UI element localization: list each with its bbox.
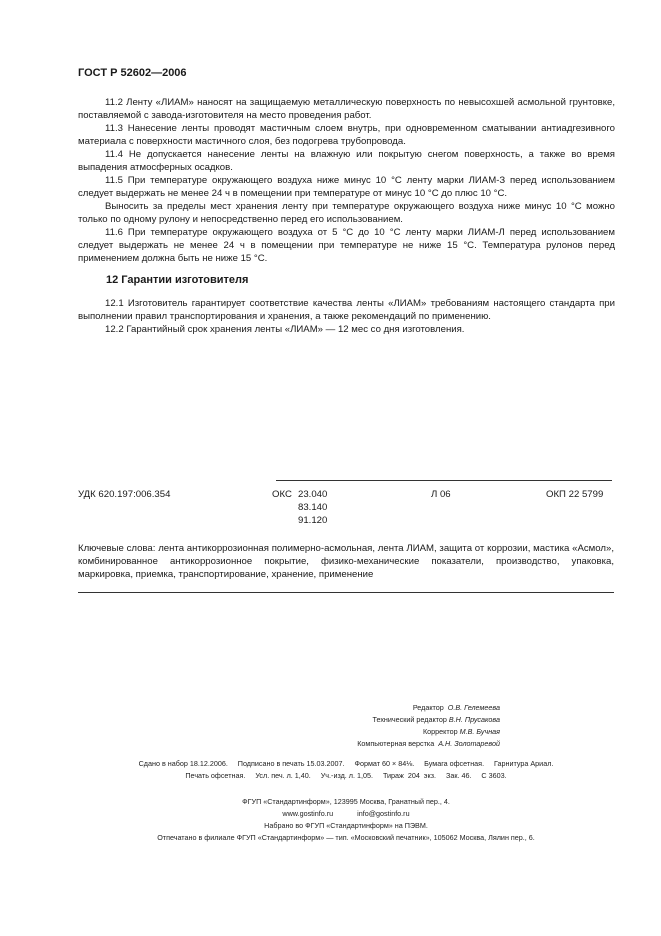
section-12-title: 12 Гарантии изготовителя — [106, 274, 249, 286]
printed-note: Отпечатано в филиале ФГУП «Стандартинформ» — тип. «Московский печатник», 105062 Москва, Лялин пер., 6. — [157, 833, 535, 842]
classification-top-rule — [276, 480, 612, 481]
staff-line: Компьютерная верстка А.Н. Золотаревой — [357, 739, 500, 748]
paragraph-11-5: 11.5 При температуре окружающего воздуха ниже минус 10 °С ленту марки ЛИАМ-З перед использованием следует выдержать не менее 24 ч в помещении при температуре от минус 10 °С до плюс 10 °С. — [78, 175, 615, 199]
oks-codes — [298, 488, 327, 527]
keywords-bottom-rule — [78, 592, 614, 593]
section-11 — [78, 96, 615, 265]
staff-line: Редактор О.В. Гелемеева — [412, 703, 500, 712]
publisher-info — [78, 796, 614, 844]
okp-code: ОКП 22 5799 — [546, 489, 604, 500]
paragraph-11-2: 11.2 Ленту «ЛИАМ» наносят на защищаемую металлическую поверхность по невысохшей асмольной грунтовке, поставляемой с завода-изготовителя на место проведения работ. — [78, 97, 615, 121]
keywords: Ключевые слова: лента антикоррозионная полимерно-асмольная, лента ЛИАМ, защита от коррозии, мастика «Асмол», комбинированное антикоррозионное покрытие, физико-механические показатели, производство, упаковка, маркировка, приемка, транспортирование, хранение, применение — [78, 543, 614, 580]
publisher-email: info@gostinfo.ru — [357, 809, 410, 818]
paragraph-12-1: 12.1 Изготовитель гарантирует соответствие качества ленты «ЛИАМ» требованиям настоящего стандарта при выполнении правил транспортирования и хранения, а также рекомендаций по применению. — [78, 298, 615, 322]
publication-line: Сдано в набор 18.12.2006. Подписано в печать 15.03.2007. Формат 60 × 84⅛. Бумага офсетная. Гарнитура Ариал. — [138, 759, 554, 768]
paragraph-11-6: 11.6 При температуре окружающего воздуха от 5 °С до 10 °С ленту марки ЛИАМ-Л перед использованием следует выдержать не менее 24 ч в помещении при температуре не ниже 15 °С. Температура рулонов перед применением должна быть не ниже 15 °С. — [78, 227, 615, 264]
udk-code: УДК 620.197:006.354 — [78, 489, 171, 500]
oks-label: ОКС — [272, 489, 292, 500]
publisher-website: www.gostinfo.ru — [282, 809, 334, 818]
oks-code: 91.120 — [298, 515, 328, 526]
publisher-address: ФГУП «Стандартинформ», 123995 Москва, Гранатный пер., 4. — [242, 797, 450, 806]
paragraph-11-4: 11.4 Не допускается нанесение ленты на влажную или покрытую снегом поверхность, а также во время выпадения атмосферных осадков. — [78, 149, 615, 173]
paragraph-12-2: 12.2 Гарантийный срок хранения ленты «ЛИАМ» — 12 мес со дня изготовления. — [105, 324, 465, 335]
imprint-staff — [200, 702, 500, 750]
publisher-contacts — [78, 808, 614, 820]
section-12 — [78, 297, 615, 336]
staff-line: Технический редактор В.Н. Прусакова — [372, 715, 500, 724]
staff-line: Корректор М.В. Бучная — [422, 727, 500, 736]
oks-code: 23.040 — [298, 489, 328, 500]
paragraph-11-5-continued: Выносить за пределы мест хранения ленту при температуре окружающего воздуха ниже минус 10 °С можно только по одному рулону и непосредственно перед его использованием. — [78, 201, 615, 225]
typeset-note: Набрано во ФГУП «Стандартинформ» на ПЭВМ. — [264, 821, 428, 830]
paragraph-11-3: 11.3 Нанесение ленты проводят мастичным слоем внутрь, при одновременном сматывании антиадгезивного материала с поверхности мастичного слоя, без подогрева трубопровода. — [78, 123, 615, 147]
publication-line: Печать офсетная. Усл. печ. л. 1,40. Уч.-изд. л. 1,05. Тираж 204 экз. Зак. 46. С 3603. — [185, 771, 507, 780]
publication-data — [78, 758, 614, 782]
document-header: ГОСТ Р 52602—2006 — [78, 67, 187, 79]
oks-code: 83.140 — [298, 502, 328, 513]
l-code: Л 06 — [431, 489, 451, 500]
